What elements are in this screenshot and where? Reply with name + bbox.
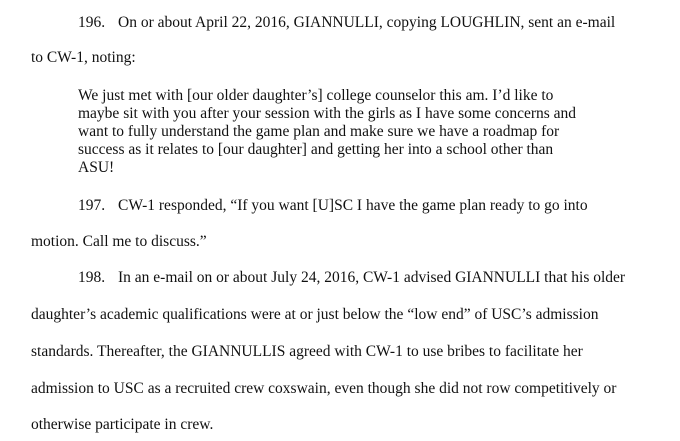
paragraph-198-line: otherwise participate in crew.	[31, 416, 214, 433]
quote-line: We just met with [our older daughter’s] college counselor this am. I’d like to	[78, 87, 554, 104]
paragraph-number: 197.	[78, 197, 106, 214]
quote-line: maybe sit with you after your session with the girls as I have some concerns and	[78, 105, 577, 122]
paragraph-text: In an e-mail on or about July 24, 2016, CW-1 advised GIANNULLI that his older	[118, 269, 626, 286]
paragraph-197-first-line	[78, 197, 588, 215]
paragraph-198-line: standards. Thereafter, the GIANNULLIS agreed with CW-1 to use bribes to facilitate her	[31, 343, 583, 360]
paragraph-196-line: to CW-1, noting:	[31, 49, 136, 66]
paragraph-text: CW-1 responded, “If you want [U]SC I have the game plan ready to go into	[118, 197, 588, 214]
paragraph-number: 196.	[78, 14, 106, 31]
paragraph-198-line: admission to USC as a recruited crew coxswain, even though she did not row competitively or	[31, 380, 617, 397]
paragraph-196-first-line	[78, 14, 615, 32]
paragraph-198-line: daughter’s academic qualifications were at or just below the “low end” of USC’s admission	[31, 306, 599, 323]
paragraph-number: 198.	[78, 269, 106, 286]
quote-line: success as it relates to [our daughter] and getting her into a school other than	[78, 141, 554, 158]
quote-line: ASU!	[78, 159, 115, 176]
paragraph-198-first-line	[78, 269, 625, 287]
quote-line: want to fully understand the game plan and make sure we have a roadmap for	[78, 123, 560, 140]
paragraph-197-line: motion. Call me to discuss.”	[31, 233, 207, 250]
paragraph-text: On or about April 22, 2016, GIANNULLI, copying LOUGHLIN, sent an e-mail	[118, 14, 616, 31]
